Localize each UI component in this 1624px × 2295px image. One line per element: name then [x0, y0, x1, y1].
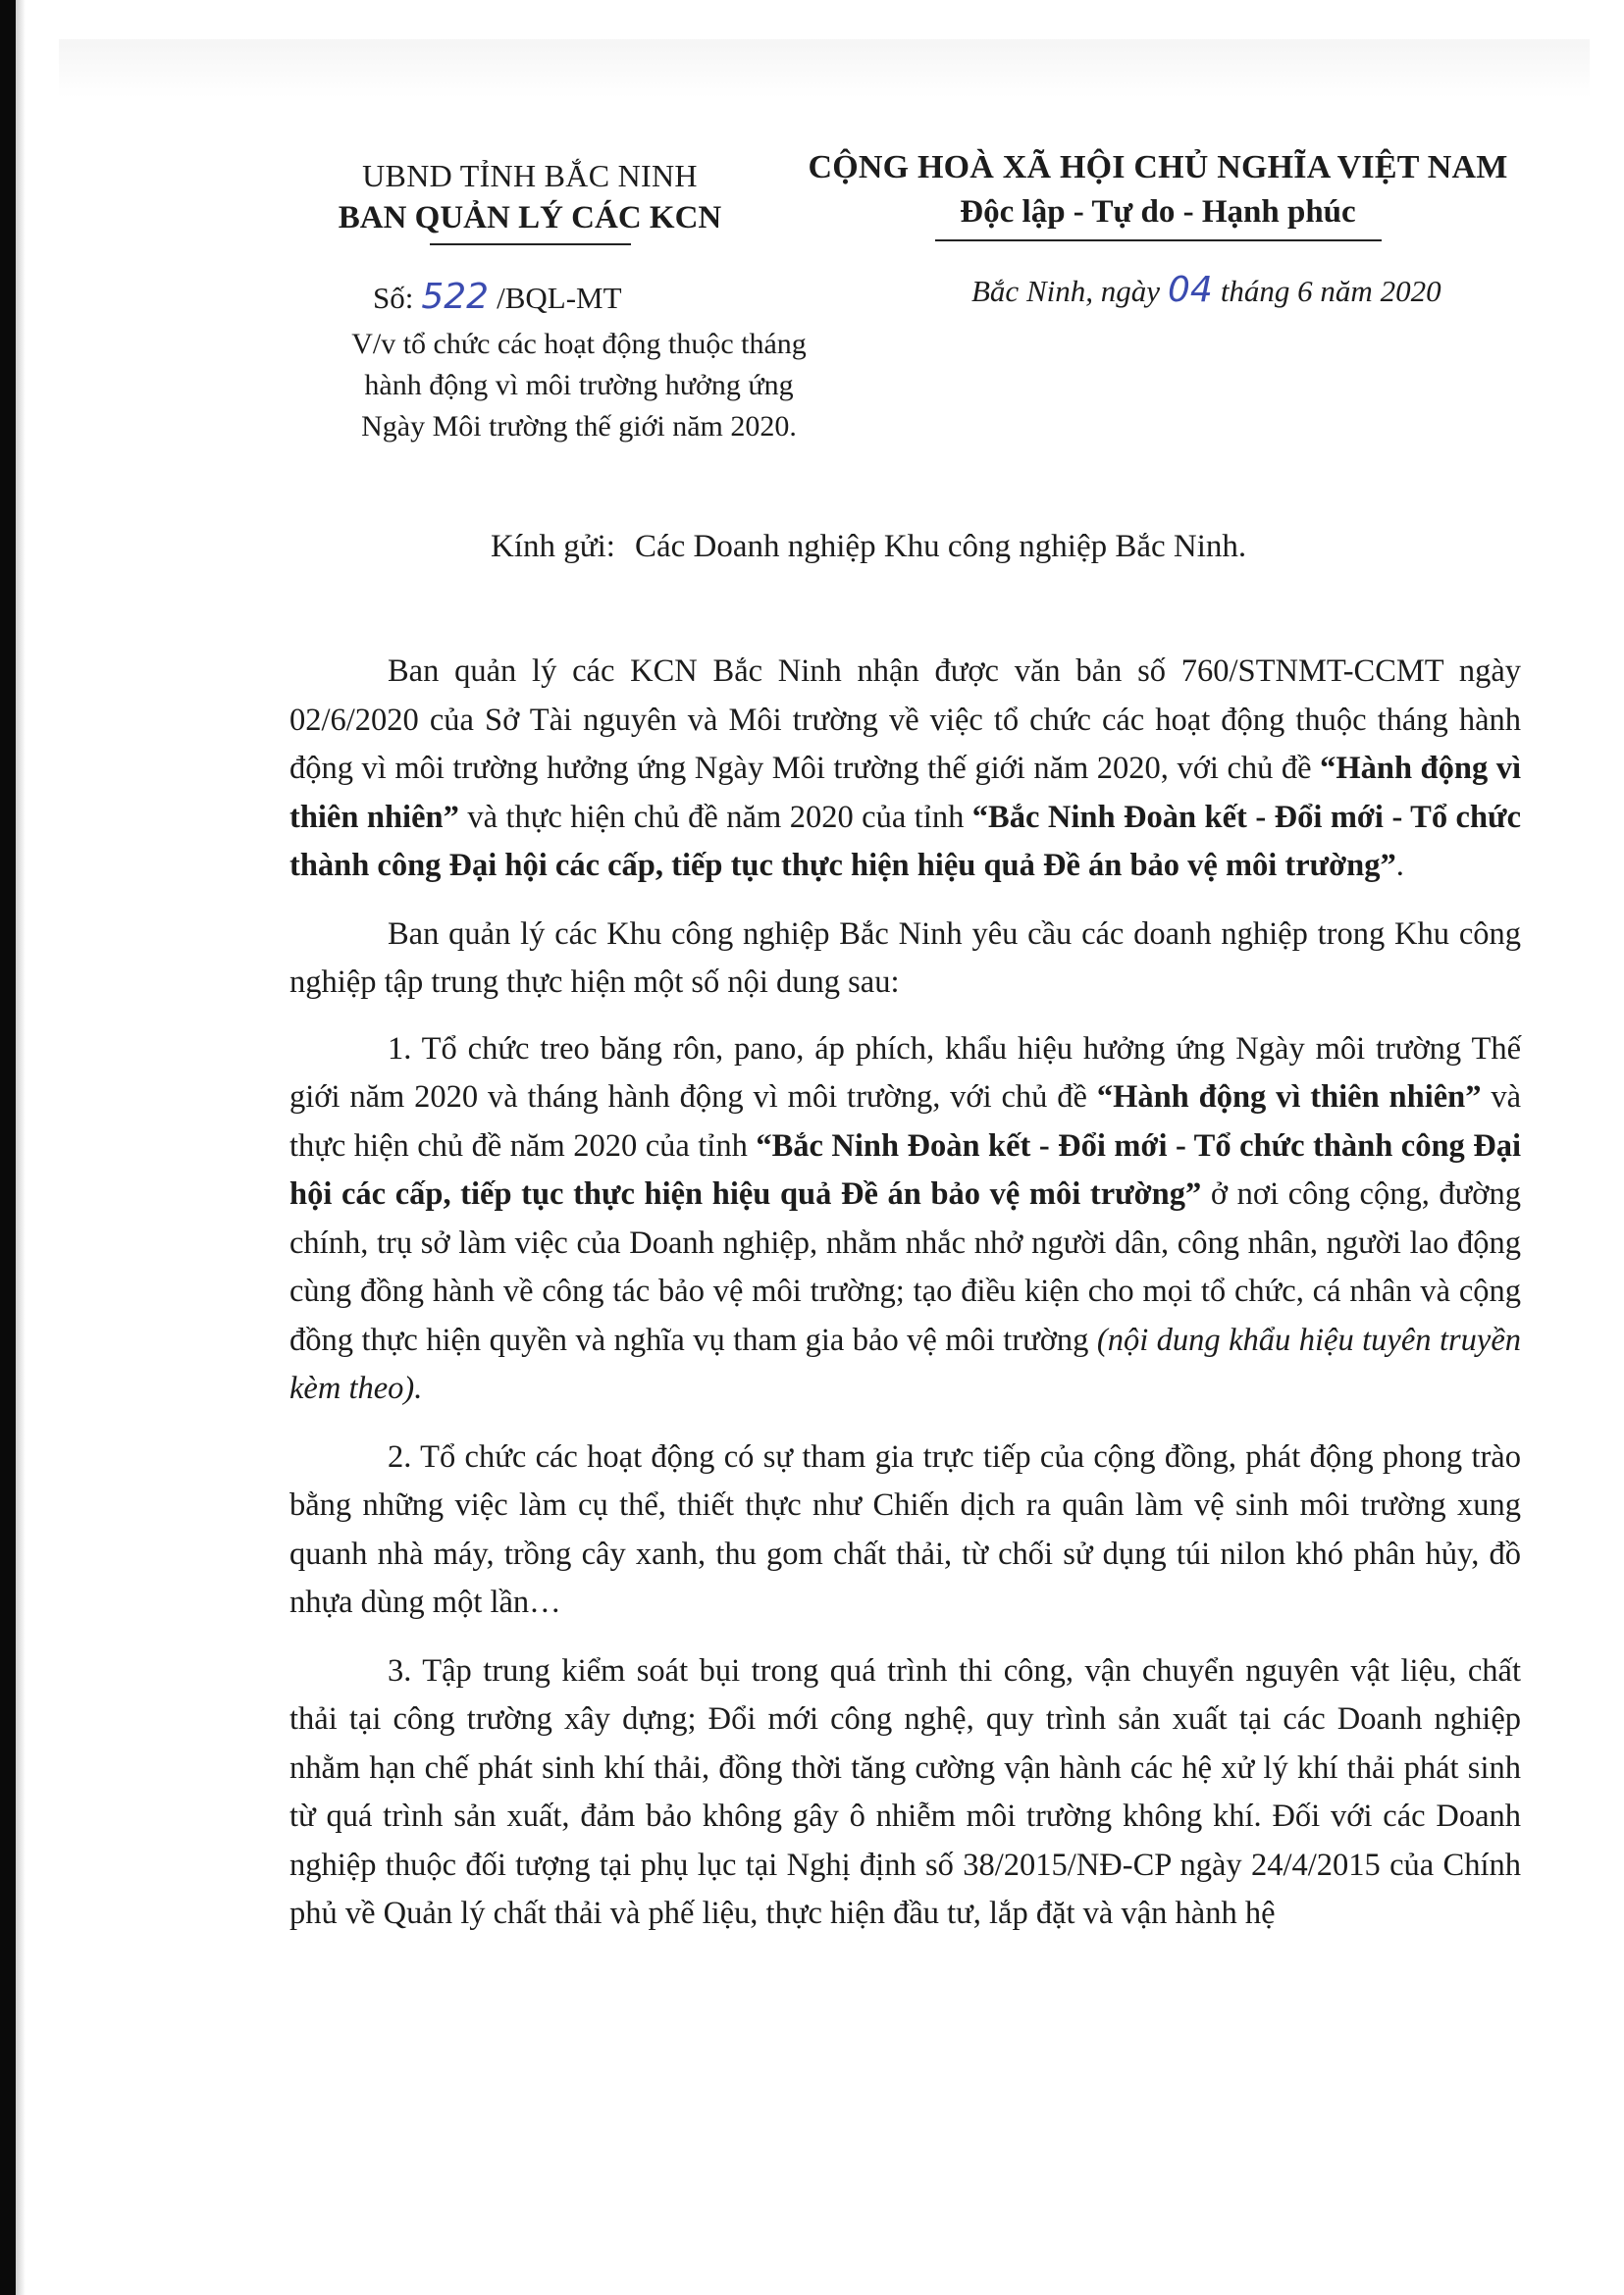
scan-shadow [16, 0, 26, 2295]
paragraph-intro: Ban quản lý các KCN Bắc Ninh nhận được văn bản số 760/STNMT-CCMT ngày 02/6/2020 của Sở Tài nguyên và Môi trường về việc tổ chức các hoạt động thuộc tháng hành động vì môi trường hưởng ứng Ngày Môi trường thế giới năm 2020, với chủ đề “Hành động vì thiên nhiên” và thực hiện chủ đề năm 2020 của tỉnh “Bắc Ninh Đoàn kết - Đổi mới - Tổ chức thành công Đại hội các cấp, tiếp tục thực hiện hiệu quả Đề án bảo vệ môi trường”. [289, 653, 1521, 883]
doc-number-handwritten: 522 [421, 277, 490, 317]
subject-line: V/v tổ chức các hoạt động thuộc tháng [351, 328, 807, 360]
document-body [289, 648, 1521, 1958]
document-date [971, 271, 1441, 311]
issuer-agency: UBND TỈNH BẮC NINH [362, 158, 698, 193]
motto-underline [935, 239, 1382, 241]
scan-edge [0, 0, 16, 2295]
recipient-line [491, 525, 1246, 568]
theme-province: “Bắc Ninh Đoàn kết - Đổi mới - Tổ chức thành công Đại hội các cấp, tiếp tục thực hiện hiệu quả Đề án bảo vệ môi trường” [289, 1127, 1521, 1212]
theme-world: “Hành động vì thiên nhiên” [1096, 1079, 1482, 1115]
subject-line: hành động vì môi trường hưởng ứng [364, 369, 794, 401]
doc-number-prefix: Số: [373, 281, 414, 315]
issuer-block [285, 155, 775, 245]
paragraph-request: Ban quản lý các Khu công nghiệp Bắc Ninh yêu cầu các doanh nghiệp trong Khu công nghiệp tập trung thực hiện một số nội dung sau: [289, 915, 1521, 1000]
attachment-note: (nội dung khẩu hiệu tuyên truyền kèm theo). [289, 1322, 1521, 1406]
national-title: CỘNG HOÀ XÃ HỘI CHỦ NGHĨA VIỆT NAM [808, 149, 1508, 185]
issuer-underline [430, 243, 631, 245]
national-motto: Độc lập - Tự do - Hạnh phúc [960, 194, 1356, 230]
document-subject [285, 324, 873, 447]
paragraph-item-2: 2. Tổ chức các hoạt động có sự tham gia trực tiếp của cộng đồng, phát động phong trào bằng những việc làm cụ thể, thiết thực như Chiến dịch ra quân làm vệ sinh môi trường xung quanh nhà máy, trồng cây xanh, thu gom chất thải, từ chối sử dụng túi nilon khó phân hủy, đồ nhựa dùng một lần… [289, 1438, 1521, 1620]
date-day-handwritten: 04 [1168, 270, 1213, 310]
doc-number-suffix: /BQL-MT [497, 281, 622, 315]
recipient-label: Kính gửi: [491, 529, 615, 564]
scan-artifact [59, 39, 1590, 98]
subject-line: Ngày Môi trường thế giới năm 2020. [361, 410, 797, 443]
date-suffix: tháng 6 năm 2020 [1220, 274, 1441, 308]
date-prefix: Bắc Ninh, ngày [971, 274, 1160, 308]
theme-province: “Bắc Ninh Đoàn kết - Đổi mới - Tổ chức thành công Đại hội các cấp, tiếp tục thực hiện hiệu quả Đề án bảo vệ môi trường” [289, 799, 1521, 883]
document-number [373, 278, 622, 318]
paragraph-item-1: 1. Tổ chức treo băng rôn, pano, áp phích, khẩu hiệu hưởng ứng Ngày môi trường Thế giới năm 2020 và tháng hành động vì môi trường, với chủ đề “Hành động vì thiên nhiên” và thực hiện chủ đề năm 2020 của tỉnh “Bắc Ninh Đoàn kết - Đổi mới - Tổ chức thành công Đại hội các cấp, tiếp tục thực hiện hiệu quả Đề án bảo vệ môi trường” ở nơi công cộng, đường chính, trụ sở làm việc của Doanh nghiệp, nhằm nhắc nhở người dân, công nhân, người lao động cùng đồng hành về công tác bảo vệ môi trường; tạo điều kiện cho mọi tổ chức, cá nhân và cộng đồng thực hiện quyền và nghĩa vụ tham gia bảo vệ môi trường (nội dung khẩu hiệu tuyên truyền kèm theo). [289, 1030, 1521, 1406]
recipient-name: Các Doanh nghiệp Khu công nghiệp Bắc Ninh. [634, 529, 1247, 564]
national-block [765, 145, 1550, 241]
issuer-unit: BAN QUẢN LÝ CÁC KCN [338, 200, 722, 235]
paragraph-item-3: 3. Tập trung kiểm soát bụi trong quá trình thi công, vận chuyển nguyên vật liệu, chất thải tại công trường xây dựng; Đổi mới công nghệ, quy trình sản xuất tại các Doanh nghiệp nhằm hạn chế phát sinh khí thải, đồng thời tăng cường vận hành các hệ xử lý khí thải phát sinh từ quá trình sản xuất, đảm bảo không gây ô nhiễm môi trường không khí. Đối với các Doanh nghiệp thuộc đối tượng tại phụ lục tại Nghị định số 38/2015/NĐ-CP ngày 24/4/2015 của Chính phủ về Quản lý chất thải và phế liệu, thực hiện đầu tư, lắp đặt và vận hành hệ [289, 1652, 1521, 1931]
theme-world: “Hành động vì thiên nhiên” [289, 751, 1521, 835]
